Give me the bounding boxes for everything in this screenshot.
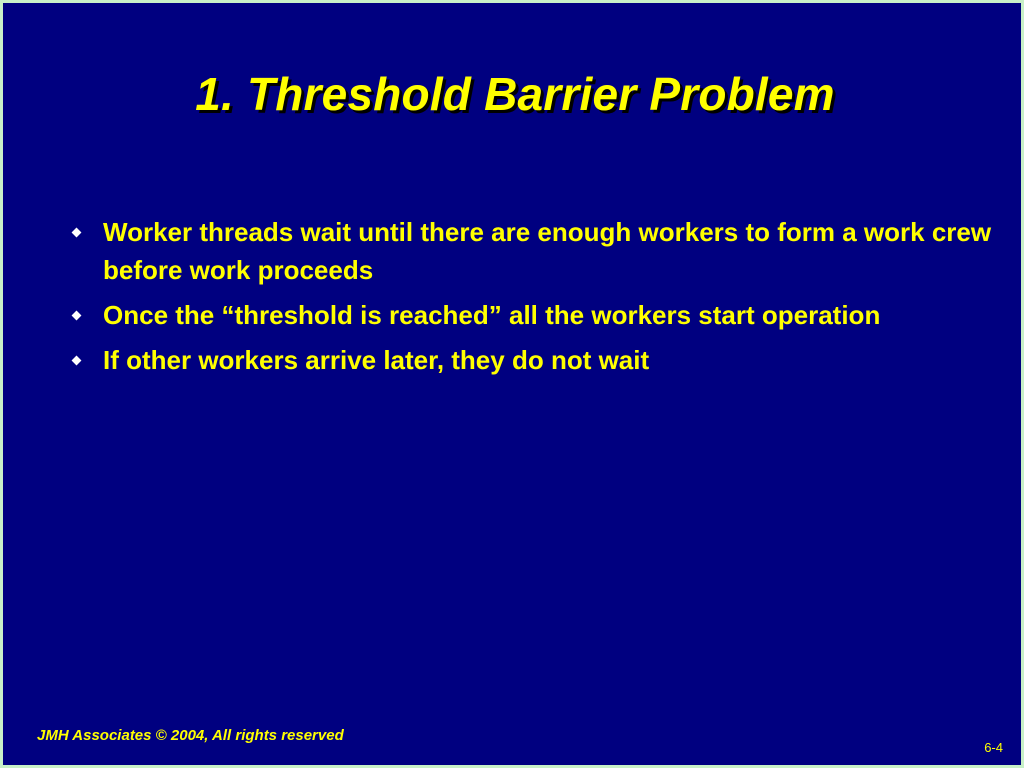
bullet-item [69,296,999,334]
bullet-text: Worker threads wait until there are enough workers to form a work crew before work proceeds [103,217,992,285]
bullet-list [69,213,999,386]
footer-copyright: JMH Associates © 2004, All rights reserved [37,727,344,744]
page-number: 6-4 [984,740,1003,755]
slide-title: 1. Threshold Barrier Problem [195,68,835,120]
bullet-item [69,213,999,289]
diamond-bullet-icon [72,356,82,366]
bullet-item [69,341,999,379]
bullet-text: Once the “threshold is reached” all the workers start operation [103,300,881,330]
bullet-text: If other workers arrive later, they do not wait [103,345,650,375]
diamond-bullet-icon [72,228,82,238]
diamond-bullet-icon [72,311,82,321]
